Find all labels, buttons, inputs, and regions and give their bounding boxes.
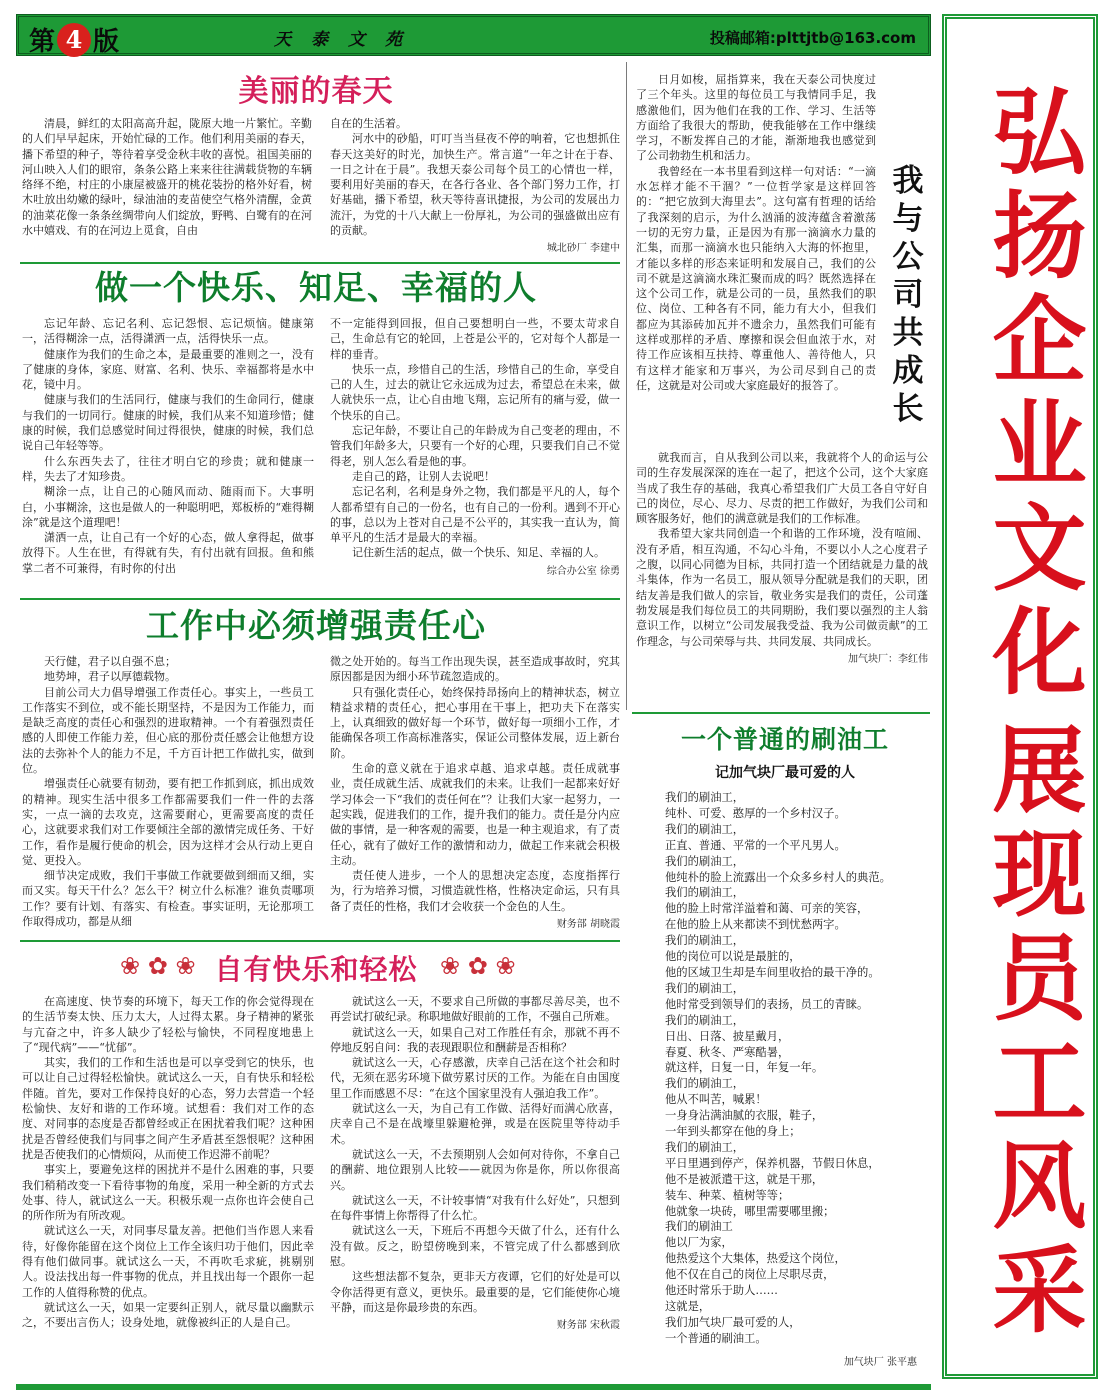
article5-title xyxy=(888,162,928,428)
poem-line: 我们的刷油工， xyxy=(665,822,745,836)
divider-3 xyxy=(20,940,620,942)
submission-email[interactable]: 投稿邮箱:plttjtb@163.com xyxy=(709,29,916,47)
article4-p7: 就试这么一天，如果自己对工作胜任有余，那就不再不停地反躬自问：我的表现跟职位和酬薪是否相称？ xyxy=(330,1025,620,1054)
article4-p2: 其实，我们的工作和生活也是可以享受到它的快乐，也可以让自己过得轻松愉快。就试这么一天，自有快乐和轻松伴随。首先，要对工作保持良好的心态，努力去营造一个轻松愉快、友好和谐的工作环境。试想看：我们对工作的态度、对同事的态度是否都曾经或正在困扰着我们呢？这种困扰是否曾经使我们与同事之间产生矛盾甚至怨恨呢？这种困扰是否使我们的心情烦闷，从而使工作迟滞不前呢？ xyxy=(22,1056,314,1161)
divider-4 xyxy=(632,712,930,714)
article2-p8: 快乐一点，珍惜自己的生活，珍惜自己的生命，享受自己的人生，过去的就让它永远成为过去，希望总在未来，做人就快乐一点，让心自由地飞翔，忘记所有的痛与爱，做一个快乐的自己。 xyxy=(330,362,620,422)
article3-p1: 天行健，君子以自强不息； xyxy=(44,655,176,668)
poem-line: 纯朴、可爱、憨厚的一个乡村汉子。 xyxy=(665,806,846,820)
article5-body-lower xyxy=(636,450,928,708)
slogan-panel xyxy=(942,14,1098,1379)
poem-line: 我们的刷油工， xyxy=(665,854,745,868)
poem-line: 他就象一块砖，哪里需要哪里搬； xyxy=(665,1204,835,1218)
slogan-left-text: 展 现 员 工 风 采 xyxy=(992,716,1087,1346)
article2-col1 xyxy=(22,316,314,596)
article3-p8: 生命的意义就在于追求卓越、追求卓越。责任成就事业，责任成就生活、成就我们的未来。让我们一起都来好好学习体会一下“我们的责任何在”？让我们大家一起努力，一起实践，促进我们的工作，提升我们的能力。责任是分内应做的事情，是一种客观的需要，也是一种主观追求，有了责任心，就有了做好工作的激情和动力，做起工作来就会积极主动。 xyxy=(330,762,620,867)
article3-p5: 细节决定成败，我们干事做工作就要做到细而又细，实而又实。每天干什么？怎么干？树立什么标准？谁负责哪项工作？要有计划、有落实、有检查。事实证明，无论那项工作取得成功，都是从细 xyxy=(22,869,314,929)
poem-line: 我们的刷油工 xyxy=(665,1220,733,1234)
poem-line: 他的脸上时常洋溢着和蔼、可亲的笑容， xyxy=(665,902,869,916)
poem-line: 平日里遇到停产，保养机器，节假日休息， xyxy=(665,1156,880,1170)
slogan-right-column xyxy=(987,78,1092,708)
article5-p4: 我希望大家共同创造一个和谐的工作环境，没有喧闹、没有矛盾，相互沟通，不勾心斗角，不要以小人之心度君子之腹，以同心同德为目标，共同打造一个团结就是力量的战斗集体，作为一名员工，服从领导分配就是我们的天职，团结友善是我们做人的宗旨，敬业务实是我们的责任，公司蓬勃发展是我们每位员工的共同期盼，我们要以强烈的主人翁意识工作，以树立“公司发展我受益、我为公司做贡献”的工作理念，与公司荣辱与共、共同发展、共同成长。 xyxy=(636,527,928,648)
poem-line: 我们的刷油工， xyxy=(665,1077,745,1091)
article6-subtitle: 记加气块厂最可爱的人 xyxy=(715,765,855,781)
article3-byline: 财务部 胡晓霞 xyxy=(556,919,620,931)
poem-line: 他热爱这个大集体，热爱这个岗位， xyxy=(665,1252,846,1266)
poem-line: 在他的脸上从来都读不到忧愁两字。 xyxy=(665,918,846,932)
page-header xyxy=(16,14,931,56)
issue-label xyxy=(29,21,119,58)
article5-body xyxy=(636,72,876,452)
poem-line: 我们的刷油工， xyxy=(665,1013,745,1027)
article3-p4: 增强责任心就要有韧劲，要有把工作抓到底，抓出成效的精神。现实生活中很多工作都需要我们一件一件的去落实，一点一滴的去攻克，这需要耐心，更需要高度的责任心，这就要求我们对工作要倾注全部的激情完成任务、干好工作，看作是履行使命的机会，因为这样才会从行动上更自觉、更投入。 xyxy=(22,777,314,867)
article2-p1: 忘记年龄、忘记名利、忘记怨恨、忘记烦恼。健康第一，活得糊涂一点，活得潇洒一点，活得快乐一点。 xyxy=(22,317,314,346)
slogan-right-text: 弘 扬 企 业 文 化 xyxy=(992,78,1087,708)
article2-title: 做一个快乐、知足、幸福的人 xyxy=(95,268,537,307)
article2-p9: 忘记年龄，不要让自己的年龄成为自己变老的理由，不管我们年龄多大，只要有一个好的心理，只要我们自己不觉得老，别人怎么看是他的事。 xyxy=(330,424,620,468)
article5-p3: 就我而言，自从我到公司以来，我就将个人的命运与公司的生存发展深深的连在一起了，把这个公司，这个大家庭当成了我生存的基础，我真心希望我们广大员工各自守好自己的岗位，尽心、尽力、尽责的把工作做好，为我们公司和顾客服务好，他们的满意就是我们的工作标准。 xyxy=(636,451,928,526)
poem-line: 我们的刷油工， xyxy=(665,934,745,948)
poem-line: 我们的刷油工， xyxy=(665,1140,745,1154)
poem-line: 一年到头都穿在他的身上； xyxy=(665,1125,801,1139)
poem-line: 他不是被派遣干这，就是干那， xyxy=(665,1172,824,1186)
article2-p5: 糊涂一点，让自己的心随风而动、随雨而下。大事明白，小事糊涂，这也是做人的一种聪明吧，郑板桥的“难得糊涂”就是这个道理吧！ xyxy=(22,485,314,529)
article4-p6: 就试这么一天，不要求自己所做的事都尽善尽美，也不再尝试打破纪录。称职地做好眼前的工作，不强自己所难。 xyxy=(330,995,620,1024)
poem-line: 他以厂为家， xyxy=(665,1236,733,1250)
article6-byline: 加气块厂 张平惠 xyxy=(843,1356,917,1368)
poem-line: 一个普通的刷油工。 xyxy=(665,1331,767,1345)
article4-p4: 就试这么一天，对同事尽量友善。把他们当作恩人来看待，好像你能留在这个岗位上工作全该归功于他们，因此幸得有他们做同事。就试这么一天，不再吹毛求疵，挑剔别人。设法找出每一件事物的优点，并且找出每一个跟你一起工作的人值得称赞的优点。 xyxy=(22,1224,314,1299)
poem-line: 我们的刷油工， xyxy=(665,886,745,900)
article4-byline: 财务部 宋秋霞 xyxy=(556,1320,620,1332)
article4-p5: 就试这么一天，如果一定要纠正别人，就尽量以幽默示之，不要出言伤人；设身处地，就像被纠正的人是自己。 xyxy=(22,1300,314,1330)
article4-col1 xyxy=(22,994,314,1378)
article1-col2b-text: 河水中的砂船，叮叮当当昼夜不停的响着，它也想抓住春天这美好的时光，加快生产。常言道“一年之计在于春、一日之计在于晨”。我想天泰公司每个员工的心情也一样，要利用好美丽的春天，在各行各业、各个部门努力工作，打好基础，播下希望，秋天等待喜讯捷报，为公司的发展出力流汗，为党的十八大献上一份厚礼，为公司的强盛做出应有的贡献。 xyxy=(330,132,620,238)
article4-p1: 在高速度、快节奏的环境下，每天工作的你会觉得现在的生活节奏太快、压力太大，人过得太累。身子精神的紧张与亢奋之中，许多人缺少了轻松与愉快，不同程度地患上了“现代病”——“忧郁”。 xyxy=(22,995,314,1054)
poem-line: 他时常受到领导们的表扬，员工的青睐。 xyxy=(665,997,869,1011)
article3-p9: 责任使人进步，一个人的思想决定态度，态度指挥行为，行为培养习惯，习惯造就性格，性格决定命运，只有具备了责任的性格，我们才会收获一个金色的人生。 xyxy=(330,869,620,913)
article6-poem xyxy=(665,790,925,1371)
article3-col1 xyxy=(22,654,314,939)
article5-byline: 加气块厂：李红伟 xyxy=(848,653,928,665)
article1-title: 美丽的春天 xyxy=(238,74,394,109)
article5-p1: 日月如梭，屈指算来，我在天泰公司快度过了三个年头。这里的每位员工与我情同手足，我感激他们，因为他们在我的工作、学习、生活等方面给了我很大的帮助，使我能够在工作中继续学习，不断发挥自己的才能，渐渐地我也感觉到了公司勃勃生机和活力。 xyxy=(636,73,876,163)
poem-line: 日出、日落、披星戴月， xyxy=(665,1029,790,1043)
poem-line: 我们加气块厂最可爱的人， xyxy=(665,1315,801,1329)
poem-line: 一身身沾满油腻的衣服，鞋子， xyxy=(665,1109,824,1123)
article1-col1-text: 清晨，鲜红的太阳高高升起，陇原大地一片繁忙。辛勤的人们早早起床，开始忙碌的工作。他们利用美丽的春天，播下希望的种子，等待着享受金秋丰收的喜悦。祖国美丽的河山映入人们的眼帘，条条公路上来来往往满载货物的车辆络绎不绝，村庄的小康屋被盛开的桃花装扮的格外好看，树木吐放出幼嫩的绿叶，绿油油的麦苗使空气格外清醒，金黄的油菜花像一条条丝绸带向人们绽放，野鸭、白鹭有的在河水中嬉戏、有的在河边上觅食，自由 xyxy=(22,117,312,238)
poem-line: 就这样，日复一日，年复一年。 xyxy=(665,1061,824,1075)
article2-col2 xyxy=(330,316,620,596)
article2-p4: 什么东西失去了，往往才明白它的珍贵；就和健康一样，失去了才知珍贵。 xyxy=(22,454,314,483)
poem-line: 他不仅在自己的岗位上尽职尽责， xyxy=(665,1268,835,1282)
article1-col2 xyxy=(330,116,620,262)
issue-number-badge: 4 xyxy=(57,23,91,57)
article3-p2: 地势坤，君子以厚德载物。 xyxy=(44,670,176,684)
article2-p11: 忘记名利，名利是身外之物，我们都是平凡的人，每个人都希望有自己的一份名，也有自己的一份利。遇到不开心的事，总以为上苍对自己是不公平的，其实我一直认为，简单平凡的生活才是最大的幸福。 xyxy=(330,485,620,545)
article4-p8: 就试这么一天，心存感激，庆幸自己活在这个社会和时代，无须在恶劣环境下做劳累讨厌的工作。为能在自由国度里工作而感恩不尽：“在这个国家里没有人强迫我工作”。 xyxy=(330,1056,620,1100)
article1-col1 xyxy=(22,116,312,258)
article3-title: 工作中必须增强责任心 xyxy=(146,606,486,645)
article4-p11: 就试这么一天，不计较事情“对我有什么好处”，只想到在每件事情上你帮得了什么忙。 xyxy=(330,1193,620,1223)
flower-ornament-right-icon: ❀ ✿ ❀ xyxy=(440,952,516,980)
poem-line: 这就是， xyxy=(665,1300,711,1313)
article4-col2 xyxy=(330,994,620,1378)
poem-line: 正直、普通、平常的一个平凡男人。 xyxy=(665,838,846,852)
bottom-bar xyxy=(16,1384,931,1390)
poem-line: 我们的刷油工， xyxy=(665,791,745,804)
poem-line: 他还时常乐于助人…… xyxy=(665,1284,778,1298)
article4-p3: 事实上，要避免这样的困扰并不是什么困难的事，只要我们稍稍改变一下看待事物的角度，采用一种全新的方式去处事、待人，就试这么一天。积极乐观一点你也许会使自己的所作所为有所改观。 xyxy=(22,1163,314,1223)
article2-p6: 潇洒一点，让自己有一个好的心态，做人拿得起，做事放得下。人生在世，有得就有失，有付出就有回报。鱼和熊掌二者不可兼得，有时你的付出 xyxy=(22,531,314,575)
issue-suffix: 版 xyxy=(93,27,120,57)
poem-line: 他纯朴的脸上流露出一个众多乡村人的典范。 xyxy=(665,870,891,884)
article3-col2 xyxy=(330,654,620,939)
article2-p10: 走自己的路，让别人去说吧！ xyxy=(352,469,495,483)
article1-byline: 城北砂厂 李建中 xyxy=(546,243,620,255)
poem-line: 装车、种菜、植树等等； xyxy=(665,1188,790,1202)
article4-p12: 就试这么一天，下班后不再想今天做了什么，还有什么没有做。反之，盼望傍晚到来，不管完成了什么都感到欣慰。 xyxy=(330,1224,620,1269)
poem-line: 他的岗位可以说是最脏的， xyxy=(665,950,801,964)
article4-title: 自有快乐和轻松 xyxy=(214,953,418,986)
article1-col2-text: 自在的生活着。 xyxy=(330,117,407,130)
poem-line: 春夏、秋冬、严寒酷暑， xyxy=(665,1045,790,1059)
article5-p2: 我曾经在一本书里看到这样一句对话：“一滴水怎样才能不干涸？”一位哲学家是这样回答的：“把它放到大海里去”。这句富有哲理的话给了我深刻的启示，为什么汹涌的波涛蕴含着激荡一切的无穷力量，正是因为有那一滴滴水力量的汇集，而那一滴滴水也只能纳入大海的怀抱里，才能以多样的形态来证明和发展自己，我们的公司不就是这滴滴水珠汇聚而成的吗？既然选择在这个公司工作，就是公司的一员，虽然我们的职位、岗位、工种各有不同，能力有大小，但我们都应为其添砖加瓦并不遗余力，虽然我们可能有这样或那样的矛盾、摩擦和误会但血浓于水，对待工作应该相互扶持、尊重他人、善待他人，只有这样才能家和万事兴，为公司尽到自己的责任，这就是对公司或大家庭最好的报答了。 xyxy=(636,164,876,392)
article2-p3: 健康与我们的生活同行，健康与我们的生命同行，健康与我们的一切同行。健康的时候，我们从来不知道珍惜；健康的时候，我们总感觉时间过得很快，健康的时候，我们总说自己年轻等等。 xyxy=(22,393,314,453)
article4-p9: 就试这么一天，为自己有工作做、活得好而满心欣喜，庆幸自己不是在战壕里躲避枪弹，或是在医院里等待动手术。 xyxy=(330,1102,620,1146)
article2-p7: 不一定能得到回报，但自己要想明白一些，不要太苛求自己，生命总有它的轮回，上苍是公平的，它对每个人都是一样的垂青。 xyxy=(330,317,620,361)
article3-p6: 微之处开始的。每当工作出现失误，甚至造成事故时，究其原因都是因为细小环节疏忽造成的。 xyxy=(330,655,620,684)
article4-p13: 这些想法都不复杂，更非天方夜谭，它们的好处是可以令你活得更有意义，更快乐。最重要的是，它们能使你心境平静，而这是你最珍贵的东西。 xyxy=(330,1270,620,1314)
poem-line: 他的区域卫生却是车间里收拾的最干净的。 xyxy=(665,965,880,979)
article3-p3: 目前公司大力倡导增强工作责任心。事实上，一些员工工作落实不到位，或不能长期坚持，不是因为工作能力，而是缺乏高度的责任心和强烈的进取精神。一个有着强烈责任感的人即使工作能力差，但心底的那份责任感会让他想方设法的去弥补个人的能力不足，千方百计把工作做扎实，做到位。 xyxy=(22,685,314,776)
issue-prefix: 第 xyxy=(29,27,56,57)
flower-ornament-left-icon: ❀ ✿ ❀ xyxy=(120,952,196,980)
poem-line: 我们的刷油工， xyxy=(665,981,745,995)
article6-title: 一个普通的刷油工 xyxy=(680,725,889,754)
column-divider xyxy=(626,62,627,710)
article3-p7: 只有强化责任心，始终保持昂扬向上的精神状态，树立精益求精的责任心，把心事用在干事上，把功夫下在落实上，认真细致的做好每一个环节，做好每一项细小工作，才能确保各项工作高标准落实，保证公司整体发展，迈上新台阶。 xyxy=(330,685,620,760)
article2-byline: 综合办公室 徐勇 xyxy=(546,565,620,577)
article5-title-text: 我 与 公 司 共 成 长 xyxy=(892,163,924,427)
article2-p12: 记住新生活的起点，做一个快乐、知足、幸福的人。 xyxy=(352,546,605,560)
slogan-left-column xyxy=(987,716,1092,1346)
section-name: 天泰文苑 xyxy=(274,30,422,50)
article2-p2: 健康作为我们的生命之本，是最重要的准则之一，没有了健康的身体，家庭、财富、名利、快乐、幸福都将是水中花，镜中月。 xyxy=(22,347,314,392)
article4-p10: 就试这么一天，不去预期别人会如何对待你，不拿自己的酬薪、地位跟别人比较——就因为你是你，所以你很高兴。 xyxy=(330,1147,620,1192)
poem-line: 他从不叫苦，喊累！ xyxy=(665,1093,767,1107)
